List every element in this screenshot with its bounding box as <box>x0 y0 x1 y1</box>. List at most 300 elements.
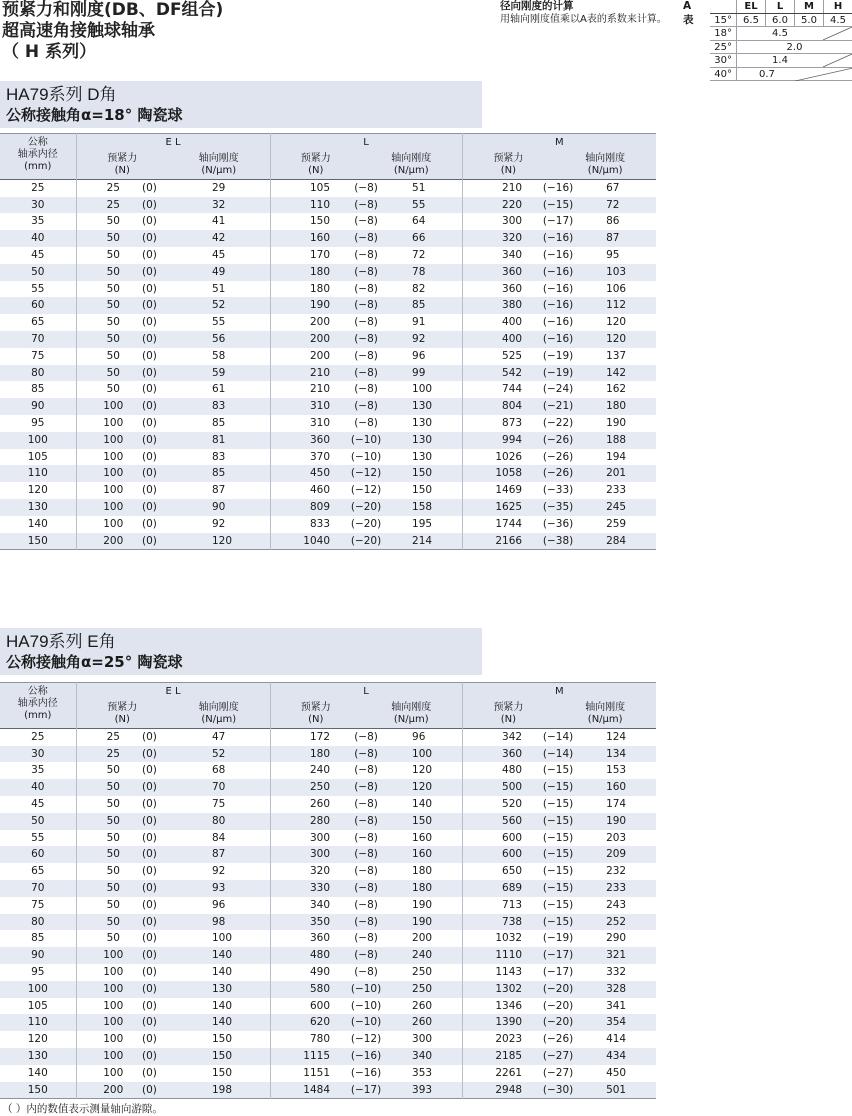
table-row <box>0 247 656 264</box>
m-preload-cell: 380 <box>462 297 528 314</box>
l-clearance-cell: (−10) <box>336 1014 396 1031</box>
m-clearance-cell: (−19) <box>542 349 574 362</box>
el-clearance-cell: (0) <box>140 197 184 214</box>
el-clearance-cell: (0) <box>142 182 157 194</box>
el-clearance-cell: (0) <box>142 215 157 228</box>
el-clearance-cell: (0) <box>142 417 157 430</box>
table-d-body <box>0 180 656 550</box>
el-stiffness-cell: 81 <box>184 432 270 449</box>
m-clearance-cell: (−15) <box>542 798 574 811</box>
l-preload-cell: 1484 <box>270 1082 336 1099</box>
el-stiffness-cell: 61 <box>212 383 226 396</box>
l-stiffness-cell: 160 <box>412 831 433 844</box>
m-stiffness-cell: 290 <box>606 932 627 945</box>
el-clearance-cell: (0) <box>140 947 184 964</box>
el-stiffness-cell: 41 <box>212 215 226 228</box>
l-stiffness-cell: 260 <box>412 999 433 1012</box>
l-stiffness-cell: 66 <box>396 230 462 247</box>
l-preload-cell: 460 <box>270 482 336 499</box>
el-clearance-cell: (0) <box>142 450 157 463</box>
table-row <box>0 213 656 230</box>
m-stiffness-cell: 190 <box>606 417 627 430</box>
el-clearance-cell: (0) <box>142 898 157 911</box>
l-preload-cell: 490 <box>270 964 336 981</box>
el-stiffness-cell: 100 <box>212 932 233 945</box>
l-preload-cell: 360 <box>270 432 336 449</box>
l-clearance-cell: (−8) <box>336 813 396 830</box>
el-preload-cell: 50 <box>76 930 140 947</box>
table-row <box>0 1065 656 1082</box>
m-stiffness-cell: 120 <box>588 331 656 348</box>
m-preload-cell: 2261 <box>462 1065 528 1082</box>
l-stiffness-cell: 300 <box>412 1033 433 1046</box>
m-clearance-cell: (−26) <box>528 465 588 482</box>
l-clearance-cell: (−8) <box>336 947 396 964</box>
a-table-span-cell <box>736 68 852 81</box>
m-preload-cell: 600 <box>462 846 528 863</box>
el-preload-cell: 50 <box>76 914 140 931</box>
bore-cell: 140 <box>27 517 48 530</box>
diagonal-line <box>823 54 852 67</box>
m-stiffness-cell: 284 <box>588 533 656 550</box>
el-stiffness-cell: 52 <box>184 746 270 763</box>
bore-cell: 25 <box>31 731 45 743</box>
el-preload-cell: 100 <box>76 1031 140 1048</box>
table-row <box>0 449 656 466</box>
m-stiffness-cell: 86 <box>606 215 620 228</box>
l-preload-cell: 300 <box>270 830 336 847</box>
l-clearance-cell: (−8) <box>354 932 378 945</box>
l-preload-cell: 350 <box>270 914 336 931</box>
m-clearance-cell: (−16) <box>542 316 574 329</box>
m-stiffness-cell: 67 <box>606 182 620 194</box>
bore-cell: 60 <box>0 297 76 314</box>
m-clearance-cell: (−16) <box>542 249 574 262</box>
table-row <box>0 880 656 897</box>
el-clearance-cell: (0) <box>140 1048 184 1065</box>
l-preload-cell: 170 <box>270 247 336 264</box>
el-preload-cell: 100 <box>76 449 140 466</box>
section-e-subtitle: 公称接触角α=25° 陶瓷球 <box>6 653 183 671</box>
el-stiffness-cell: 83 <box>184 398 270 415</box>
a-table-span-value: 1.4 <box>772 55 788 66</box>
l-preload-cell: 260 <box>270 796 336 813</box>
el-preload-cell: 50 <box>76 230 140 247</box>
el-preload-cell: 25 <box>76 197 140 214</box>
l-stiffness-cell: 130 <box>412 450 433 463</box>
l-preload-cell: 300 <box>270 846 336 863</box>
el-stiffness-cell: 68 <box>212 764 226 777</box>
bore-cell: 55 <box>31 831 45 844</box>
l-clearance-cell: (−8) <box>354 764 378 777</box>
el-stiffness-cell: 85 <box>184 465 270 482</box>
bore-cell: 85 <box>31 383 45 396</box>
a-table-row <box>710 27 852 41</box>
bore-cell: 120 <box>27 484 48 497</box>
m-preload-cell: 650 <box>462 863 528 880</box>
l-clearance-cell: (−8) <box>354 249 378 262</box>
l-stiffness-cell: 64 <box>412 215 426 228</box>
el-clearance-cell: (0) <box>142 831 157 844</box>
l-clearance-cell: (−8) <box>354 865 378 878</box>
m-preload-cell: 2166 <box>462 533 528 550</box>
l-stiffness-cell: 140 <box>412 798 433 811</box>
l-preload-cell: 1040 <box>270 533 336 550</box>
el-preload-cell: 50 <box>76 830 140 847</box>
el-clearance-cell: (0) <box>140 499 184 516</box>
bore-cell: 100 <box>0 432 76 449</box>
m-preload-cell: 713 <box>462 897 528 914</box>
l-preload-cell: 1151 <box>270 1065 336 1082</box>
m-stiffness-cell: 201 <box>588 465 656 482</box>
el-stiffness-cell: 150 <box>212 1066 233 1079</box>
m-clearance-cell: (−36) <box>542 517 574 530</box>
l-clearance-cell: (−8) <box>336 365 396 382</box>
l-clearance-cell: (−12) <box>350 484 382 497</box>
m-stiffness-cell: 72 <box>588 197 656 214</box>
m-clearance-cell: (−15) <box>528 914 588 931</box>
l-clearance-cell: (−16) <box>336 1048 396 1065</box>
el-clearance-cell: (0) <box>140 1082 184 1099</box>
bore-cell: 80 <box>0 365 76 382</box>
m-preload-cell: 2185 <box>462 1048 528 1065</box>
a-table-label: A表 <box>683 0 694 26</box>
m-clearance-cell: (−33) <box>542 484 574 497</box>
l-stiffness-cell: 190 <box>396 914 462 931</box>
el-clearance-cell: (0) <box>142 764 157 777</box>
a-table-cell: 6.0 <box>765 14 794 27</box>
el-clearance-cell: (0) <box>142 349 157 362</box>
l-clearance-cell: (−8) <box>336 779 396 796</box>
table-header-row <box>0 683 656 729</box>
el-clearance-cell: (0) <box>142 731 157 743</box>
l-preload-cell: 280 <box>270 813 336 830</box>
l-stiffness-cell: 260 <box>396 1014 462 1031</box>
footnote: （ ）内的数值表示测量轴向游隙。 <box>2 1103 163 1115</box>
table-row <box>0 930 656 947</box>
bore-cell: 45 <box>31 249 45 262</box>
l-clearance-cell: (−17) <box>336 1082 396 1099</box>
el-stiffness-cell: 55 <box>212 316 226 329</box>
a-table-row <box>710 14 852 28</box>
m-clearance-cell: (−19) <box>542 932 574 945</box>
stiffness-calc-title: 径向刚度的计算 <box>500 0 574 12</box>
m-clearance-cell: (−22) <box>542 417 574 430</box>
l-stiffness-cell: 200 <box>412 932 433 945</box>
m-preload-cell: 744 <box>462 381 528 398</box>
table-row <box>0 465 656 482</box>
el-stiffness-cell: 70 <box>184 779 270 796</box>
bore-header: 公称 轴承内径 (mm) <box>0 134 76 180</box>
bore-cell: 70 <box>0 331 76 348</box>
bore-cell: 80 <box>0 914 76 931</box>
l-preload-cell: 110 <box>270 197 336 214</box>
el-stiffness-cell: 52 <box>184 297 270 314</box>
m-stiffness-cell: 188 <box>588 432 656 449</box>
table-row <box>0 863 656 880</box>
el-preload-cell: 50 <box>76 331 140 348</box>
table-row <box>0 762 656 779</box>
el-header: E L 预紧力 (N) 轴向刚度 (N/μm) <box>76 134 270 180</box>
el-stiffness-cell: 59 <box>184 365 270 382</box>
m-header: M 预紧力 (N) 轴向刚度 (N/μm) <box>462 683 656 729</box>
m-preload-cell: 1110 <box>462 947 528 964</box>
el-stiffness-cell: 140 <box>212 999 233 1012</box>
m-stiffness-cell: 233 <box>588 880 656 897</box>
l-preload-cell: 200 <box>270 314 336 331</box>
m-stiffness-cell: 103 <box>588 264 656 281</box>
m-clearance-cell: (−16) <box>542 182 574 194</box>
l-preload-cell: 190 <box>270 297 336 314</box>
bore-cell: 105 <box>27 450 48 463</box>
bore-cell: 90 <box>0 398 76 415</box>
bore-cell: 150 <box>0 1082 76 1099</box>
l-preload-cell: 620 <box>270 1014 336 1031</box>
el-preload-cell: 100 <box>76 499 140 516</box>
m-preload-cell: 560 <box>462 813 528 830</box>
m-clearance-cell: (−16) <box>542 282 574 295</box>
m-preload-cell: 300 <box>462 213 528 230</box>
bore-cell: 75 <box>31 349 45 362</box>
a-table-grid <box>710 0 852 81</box>
m-clearance-cell: (−15) <box>542 865 574 878</box>
el-clearance-cell: (0) <box>140 230 184 247</box>
a-table-cell: 5.0 <box>794 14 823 27</box>
table-row <box>0 796 656 813</box>
l-clearance-cell: (−8) <box>354 182 378 194</box>
table-row <box>0 197 656 214</box>
m-clearance-cell: (−15) <box>528 880 588 897</box>
l-preload-cell: 210 <box>270 365 336 382</box>
table-row <box>0 1082 656 1099</box>
l-stiffness-cell: 180 <box>412 865 433 878</box>
bore-cell: 40 <box>0 779 76 796</box>
bore-cell: 65 <box>31 865 45 878</box>
m-clearance-cell: (−15) <box>528 846 588 863</box>
m-preload-cell: 1744 <box>462 516 528 533</box>
bore-cell: 95 <box>31 966 45 979</box>
el-clearance-cell: (0) <box>142 484 157 497</box>
l-stiffness-cell: 120 <box>396 779 462 796</box>
bore-cell: 65 <box>31 316 45 329</box>
l-clearance-cell: (−8) <box>336 398 396 415</box>
el-clearance-cell: (0) <box>140 981 184 998</box>
el-clearance-cell: (0) <box>142 798 157 811</box>
table-row <box>0 381 656 398</box>
table-row <box>0 499 656 516</box>
l-stiffness-cell: 250 <box>396 981 462 998</box>
l-clearance-cell: (−20) <box>336 533 396 550</box>
m-stiffness-cell: 174 <box>606 798 627 811</box>
el-stiffness-cell: 56 <box>184 331 270 348</box>
m-clearance-cell: (−14) <box>542 731 574 743</box>
el-preload-cell: 200 <box>76 1082 140 1099</box>
bore-cell: 120 <box>27 1033 48 1046</box>
m-stiffness-cell: 450 <box>606 1066 627 1079</box>
el-preload-cell: 100 <box>76 465 140 482</box>
m-clearance-cell: (−15) <box>542 764 574 777</box>
el-stiffness-cell: 93 <box>184 880 270 897</box>
table-row <box>0 1031 656 1048</box>
l-clearance-cell: (−16) <box>350 1066 382 1079</box>
el-preload-cell: 100 <box>76 1048 140 1065</box>
bore-cell: 60 <box>0 846 76 863</box>
l-stiffness-cell: 340 <box>396 1048 462 1065</box>
bore-cell: 130 <box>0 1048 76 1065</box>
l-stiffness-cell: 150 <box>412 484 433 497</box>
l-preload-cell: 780 <box>270 1031 336 1048</box>
m-header: M 预紧力 (N) 轴向刚度 (N/μm) <box>462 134 656 180</box>
el-stiffness-cell: 47 <box>212 731 226 743</box>
bore-cell: 35 <box>31 215 45 228</box>
l-stiffness-cell: 85 <box>396 297 462 314</box>
el-preload-cell: 50 <box>76 281 140 298</box>
el-preload-cell: 100 <box>76 947 140 964</box>
a-table-row <box>710 41 852 55</box>
a-table-angle: 15° <box>714 14 732 26</box>
m-stiffness-cell: 190 <box>588 813 656 830</box>
title-line-3: （ H 系列） <box>2 42 97 62</box>
el-stiffness-cell: 80 <box>184 813 270 830</box>
l-preload-cell: 809 <box>270 499 336 516</box>
m-preload-cell: 220 <box>462 197 528 214</box>
l-clearance-cell: (−12) <box>336 465 396 482</box>
table-row <box>0 516 656 533</box>
bore-cell: 95 <box>31 417 45 430</box>
m-preload-cell: 1625 <box>462 499 528 516</box>
m-stiffness-cell: 341 <box>606 999 627 1012</box>
el-clearance-cell: (0) <box>142 316 157 329</box>
l-clearance-cell: (−8) <box>354 731 378 743</box>
a-table-span-cell <box>736 54 852 67</box>
l-stiffness-cell: 214 <box>396 533 462 550</box>
l-stiffness-cell: 92 <box>396 331 462 348</box>
el-clearance-cell: (0) <box>140 880 184 897</box>
m-preload-cell: 480 <box>462 762 528 779</box>
m-stiffness-cell: 194 <box>606 450 627 463</box>
el-preload-cell: 50 <box>76 213 140 230</box>
l-clearance-cell: (−8) <box>354 215 378 228</box>
m-clearance-cell: (−20) <box>528 1014 588 1031</box>
a-table-header: M <box>794 0 823 13</box>
m-stiffness-cell: 232 <box>606 865 627 878</box>
table-row <box>0 981 656 998</box>
table-row <box>0 846 656 863</box>
m-preload-cell: 1302 <box>462 981 528 998</box>
m-clearance-cell: (−20) <box>542 999 574 1012</box>
table-row <box>0 331 656 348</box>
el-header: E L 预紧力 (N) 轴向刚度 (N/μm) <box>76 683 270 729</box>
el-clearance-cell: (0) <box>142 282 157 295</box>
el-clearance-cell: (0) <box>142 1033 157 1046</box>
el-stiffness-cell: 49 <box>184 264 270 281</box>
table-row <box>0 947 656 964</box>
section-d-subtitle: 公称接触角α=18° 陶瓷球 <box>6 106 183 124</box>
table-row <box>0 264 656 281</box>
l-stiffness-cell: 160 <box>396 846 462 863</box>
diagonal-line <box>795 68 852 81</box>
el-preload-cell: 100 <box>76 998 140 1015</box>
el-clearance-cell: (0) <box>140 465 184 482</box>
l-preload-cell: 180 <box>270 746 336 763</box>
l-preload-cell: 600 <box>270 998 336 1015</box>
m-preload-cell: 400 <box>462 314 528 331</box>
m-preload-cell: 804 <box>462 398 528 415</box>
l-clearance-cell: (−8) <box>336 230 396 247</box>
l-clearance-cell: (−8) <box>354 966 378 979</box>
el-preload-cell: 100 <box>76 516 140 533</box>
a-table-header: EL <box>736 0 765 13</box>
m-stiffness-cell: 180 <box>588 398 656 415</box>
bore-cell: 35 <box>31 764 45 777</box>
bore-cell: 50 <box>0 813 76 830</box>
m-clearance-cell: (−27) <box>542 1066 574 1079</box>
el-preload-cell: 50 <box>76 846 140 863</box>
table-row <box>0 1048 656 1065</box>
m-preload-cell: 2948 <box>462 1082 528 1099</box>
l-clearance-cell: (−8) <box>354 898 378 911</box>
el-stiffness-cell: 58 <box>212 349 226 362</box>
m-preload-cell: 320 <box>462 230 528 247</box>
el-preload-cell: 50 <box>76 348 140 365</box>
a-table-header: L <box>765 0 794 13</box>
el-clearance-cell: (0) <box>140 746 184 763</box>
m-preload-cell: 2023 <box>462 1031 528 1048</box>
m-clearance-cell: (−14) <box>528 746 588 763</box>
el-preload-cell: 25 <box>76 180 140 197</box>
section-d-heading <box>0 81 482 128</box>
m-clearance-cell: (−38) <box>528 533 588 550</box>
l-stiffness-cell: 91 <box>412 316 426 329</box>
title-line-2: 超高速角接触球轴承 <box>2 21 155 41</box>
el-preload-cell: 50 <box>76 796 140 813</box>
section-e-heading <box>0 628 482 675</box>
el-preload-cell: 100 <box>76 964 140 981</box>
m-stiffness-cell: 233 <box>606 484 627 497</box>
l-preload-cell: 172 <box>270 729 336 746</box>
bore-cell: 130 <box>0 499 76 516</box>
el-clearance-cell: (0) <box>140 398 184 415</box>
table-header-row <box>0 134 656 180</box>
l-header: L 预紧力 (N) 轴向刚度 (N/μm) <box>270 683 462 729</box>
m-preload-cell: 1032 <box>462 930 528 947</box>
el-clearance-cell: (0) <box>142 865 157 878</box>
m-preload-cell: 542 <box>462 365 528 382</box>
m-stiffness-cell: 245 <box>588 499 656 516</box>
el-stiffness-cell: 198 <box>184 1082 270 1099</box>
table-row <box>0 746 656 763</box>
m-clearance-cell: (−17) <box>542 966 574 979</box>
l-clearance-cell: (−8) <box>354 383 378 396</box>
l-stiffness-cell: 353 <box>412 1066 433 1079</box>
m-stiffness-cell: 137 <box>606 349 627 362</box>
bore-cell: 85 <box>31 932 45 945</box>
a-table-angle: 40° <box>714 68 732 80</box>
l-clearance-cell: (−10) <box>350 999 382 1012</box>
table-row <box>0 830 656 847</box>
l-stiffness-cell: 150 <box>396 813 462 830</box>
table-row <box>0 813 656 830</box>
preload-table-d <box>0 133 656 550</box>
el-preload-cell: 25 <box>76 746 140 763</box>
l-stiffness-cell: 51 <box>412 182 426 194</box>
m-preload-cell: 1143 <box>462 964 528 981</box>
el-preload-cell: 25 <box>76 729 140 746</box>
l-stiffness-cell: 130 <box>396 398 462 415</box>
m-clearance-cell: (−30) <box>528 1082 588 1099</box>
m-preload-cell: 360 <box>462 264 528 281</box>
m-stiffness-cell: 153 <box>606 764 627 777</box>
